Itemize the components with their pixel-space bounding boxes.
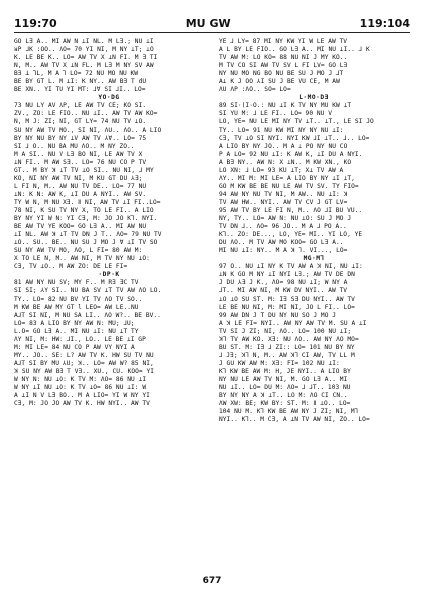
text-line: A LIO BY NY JO.. M A ⊥ PO NY NU CO [219, 142, 348, 150]
text-line: MI NU ⊥I: NY.. M A ꓘ ⅂. VI..., LO= [219, 247, 348, 255]
text-line: SI YU M: ⅃ LE FI.. LO= 90 NU V [219, 110, 332, 118]
text-line: K⅂.. ZO: DE..., LO, YE= MI.. YI LO, YE [219, 231, 363, 239]
text-line: BY NY NU BY NY ⊥V AW TV ⅄Ɐ.. LO= 75 [14, 134, 147, 142]
text-line: SI ⅃ O.. NU BA MU ɅO.. M NY ZO.. [14, 142, 135, 150]
text-line: K. LE BE K.. LO= AW TV X ⊥N FI. M Ǝ TI [14, 54, 158, 62]
text-line: M A SI.. NU V L∃ BO NI, LE AW TV X [14, 150, 143, 158]
text-line: NYI.. K⅂.. M C∃, A ⊥N TV AW NI, ZO.. LO= [219, 416, 370, 424]
text-line: ɅW XW: BE; KW BY: ST. M: Ⅱ ⊥O.. LO= [219, 400, 351, 408]
header-left-reference: 119:70 [14, 16, 57, 30]
text-line: A ⊥I N V L∃ BO.. M A LIO= YI W NY YI [14, 392, 150, 400]
text-line: NU ⊥I.. LO= DU M: ɅO= ⅃ ⅃T.. 103 NU [219, 384, 351, 392]
text-line: GO L∃ A.. MI AW N ⊥I NL. M L∃.; NU ⊥I [14, 38, 154, 45]
text-line: 78 NI, K SU TV NY X, TO LE FI.. A LIO [14, 206, 154, 214]
text-line: ᴚP ᒧK :OO.. ΛO= 70 YI NI, M NY ⊥T; ⊥O [14, 46, 154, 54]
text-line: ꓘ SU NY AW B∃ T V∃.. XU., CU. KOO= YI [14, 367, 155, 375]
text-line: ɅY.. MI M: MI LE= A LIO BY NY ⊥I ⊥T, [219, 174, 355, 182]
text-line: ⊥N: K N: AW K, ⊥I DU A NYI.. AW SV. [14, 190, 147, 198]
text-line: ⊥I NL. AW ꓘ ⊥T TV DN J T.. ɅO= 79 NU TV [14, 231, 162, 239]
text-line: BU ST. M: I∃ ⅃ ZI:: LO= 101 NU BY NY [219, 343, 355, 351]
text-line: L FI N, M.. AW NU TV DE.. LO= 77 NU [14, 182, 147, 190]
text-line: K⅂ KW BE AW M: H, JE NYI.. A LIO BY [219, 367, 351, 375]
text-line: GO M KW BE BE NU LE AW TV SV. TY FIO= [219, 182, 359, 190]
text-line: M: MI LE= 84 NU CO P AW VY NYI A [14, 343, 135, 351]
text-line: ⅃ J∃; ꓘ⅂ N, M.. AW ꓘ⅂ CI AW, TV LL M [219, 351, 355, 359]
text-line: W NY ⊥I NU ⊥O: K TV ⊥O= 86 NU ⊥I: W [14, 384, 147, 392]
header-rule [14, 32, 410, 33]
text-line: A⅃T SI BY MU ⅄U; ꓘ.. LO= AW W? 85 NI, [14, 359, 154, 367]
running-header [14, 14, 410, 32]
text-line: TV SI J ZI; NI, ɅO.. LO= 100 NU ⊥I; [219, 327, 352, 335]
text-line: A ꓘ LE FI= NYI.. AW NY AW TV M. SU A ⊥I [219, 319, 367, 327]
text-line: 81 AW NY NU SV; MY F.. M R∃ ƎC TV [14, 279, 139, 287]
text-line: ⊥N FI.. M AW SƎ.. LO= 76 NU CO P TV [14, 158, 147, 166]
text-line: A⊥ K J OO ⅄I SU J BE VU CE, M AW [219, 78, 340, 86]
text-line: ꓘ⅂ TV AW KO. X∃: NU ɅO.. AW NY ɅO MO= [219, 335, 359, 343]
text-line: TY.. LO= 91 NU KW MI NY NY NU ⊥I: [219, 126, 344, 134]
text-line: BY NY YI W N: YI C∃, M: JO JO K⅂. NYI. [14, 215, 158, 223]
text-line: ɅU ɅP :ɅO.. SO= LO= [219, 86, 291, 94]
text-line: M TV CO SI AW TV SV L FI LV= GO L∃ [219, 62, 348, 70]
text-line: 104 NU M. K⅂ KW BE AW NY J ZI; NI, M⅂ [219, 408, 359, 416]
section-heading: ·DP·K [98, 271, 120, 279]
text-line: TV AW HW.. NYI.. AW TV CV J GT LV= [219, 198, 348, 206]
text-line: A L BY LE FIO.. GO L∃ A.. MI NU ⊥I.. ⅃ K [219, 46, 370, 54]
header-title: MU GW [185, 16, 231, 30]
text-line: GT.. M BY ꓘ ⊥T TV ⊥O SI.. NU NI, ⅃ MY [14, 166, 154, 174]
text-line: 89 SI·(I·O.: NU ⊥I K TV NY MU KW ⊥T [219, 102, 352, 110]
header-right-reference: 119:104 [359, 16, 410, 30]
text-line: C∃, TV ⊥O.. M AW ZO: DE LE FI= [14, 263, 128, 271]
text-line: J GU KW AW M: X∃: FI= 102 NU ⊥I: [219, 359, 340, 367]
text-line: NY, TY.. LO= AW N: NU ⊥O: SU J MO J [219, 215, 352, 223]
text-line: TV AW M: LO KO= 88 NU NI J MY KO.. [219, 54, 348, 62]
text-line: BE AW TV YE KOO= GO L∃ A.. MI AW NU [14, 223, 147, 231]
text-line: LO= 83 A LIO BY NY AW N: MU; ⅃U; [14, 319, 135, 327]
text-line: SU NY AW TV MO, ɅO, L FI= 80 AW M: [14, 247, 143, 255]
text-line: BE BY GT L. M ⊥I: K NY.. AW B∃ T dU [14, 78, 147, 86]
text-line: BE XN.. YI TU YI MT: ⅃∀ SI ⅃I.. LO= [14, 86, 146, 94]
section-heading: YO·DG [98, 94, 120, 102]
text-line: TY.. LO= 82 NU BV YI TV ɅO TV SO.. [14, 295, 143, 303]
text-line: NY NU LE AW TV NI, M. GO L∃ A.. MI [219, 375, 348, 383]
text-line: B∃ ꓕ ꓶL, M A ꓶ LO= 72 NU MO NU KW [14, 70, 139, 78]
text-line: NY NU MO NG BO NU BE SU J MO J ⅃T [219, 70, 344, 78]
text-line: TV DN ⅃.. ɅO= 96 JO.. M A ⅃ PO A.. [219, 223, 347, 231]
text-line: BY NY NY A ꓘ ⊥T.. LO M: ɅO CI CN.. [219, 392, 348, 400]
text-line: YE ⅃ LY= 87 MI NY KW YI W LE AW TV [219, 38, 348, 45]
text-line: LO XN: ⅃ LO= 93 KU ⊥T; X⊥ TV AW A [219, 166, 344, 174]
text-line: SU NY AW TV MO., SI NI, ɅU.. ɅO.. A LIO [14, 126, 162, 134]
text-line: N, M.. AW TV X ⊥N FL. M L∃ M NY SV AW [14, 62, 154, 70]
text-line: LE BE NU NI, M: MI NI, JO L FI.. LO= [219, 303, 355, 311]
text-line: MY.. JO.. SE: L? AW TV K. HW SU TV NU [14, 351, 154, 359]
text-line: N, M J: ZI; NI, GT LY= 74 NU TV ⊥O. [14, 118, 147, 126]
text-line: 94 AW NY NU TV NI, M AW.. NU ⊥I: ꓘ [219, 190, 348, 198]
text-line: ɅY NI, M: HW: ⅃I., LO.. LE BE ⊥I GP [14, 335, 146, 343]
text-line: 99 AW DN J T DU NY NU SO J MO J [219, 311, 337, 319]
text-line: A⅃T SI NI, M NU SA LI.. ɅO W?.. BE BV.. [14, 311, 161, 319]
text-line: X TO LE N, M.. AW NI, M TV NY NU ⊥O: [14, 255, 150, 263]
text-line: J DU ⅄Ǝ J K., ɅO= 98 NU ⊥I; W NY A [219, 279, 348, 287]
text-line: SI SI; ⅄Y SI.. NU BA SV ⊥T TV AW ɅO LO. [14, 287, 162, 295]
text-line: ⊥O ⊥O SU ST. M: I∃ SƎ DU NYI.. AW TV [219, 295, 355, 303]
text-line: ⊥O.. SU.. BE.. NU SU J MO J Ɐ ⊥I TV SO [14, 239, 158, 247]
text-line: C∃, TV ⊥O SI NYI. NYI KW ⅃I ⊥T.. ⅃.. LO= [219, 134, 370, 142]
left-column [14, 38, 204, 408]
right-column [219, 38, 409, 424]
text-line: LO, YE= NU LE MI NY TV ⊥T.. ⊥T., LE SI JO [219, 118, 374, 126]
text-line: ⅃T.. MI AW NI, M KW DV NYI.. AW TV [219, 287, 348, 295]
text-line: A B∃ NY.. AW N: X ⊥N.. M KW XN., KO [219, 158, 352, 166]
text-line: 95 AW TV BY LE FI N, M.. ɅO ⅃I BU VU.. [219, 206, 363, 214]
text-line: ZV., ZO: LE FIO.. NU ⊥I.. AW TV AW KO= [14, 110, 158, 118]
text-line: 97 O.. NU ⊥I NY K TV AW A ꓘ NI, NU ⊥I: [219, 263, 363, 271]
text-line: 73 NU LY AV ɅP, LE AW TV CE; KO SI. [14, 102, 147, 110]
text-line: L.O= GO L∃ A.. MI NU ⊥I: NU ⊥T TY [14, 327, 139, 335]
text-line: W NY N: NU ⊥O: K TV M: ɅO= 86 NU ⊥I [14, 375, 147, 383]
text-line: DU ɅO.. M TV AW MO KOO= GO L∃ A.. [219, 239, 344, 247]
text-line: C∃, M: JO JO AW TV K. HW NYI.. AW TV [14, 400, 150, 408]
text-line: ⊥N K GO M NY ⊥I NYI L∃.; AW TV DE DN [219, 271, 355, 279]
text-line: KO, NI NY AW TV NI, M KU GT DU ⅄Ǝ; [14, 174, 143, 182]
section-heading: MG·M⅂ [303, 255, 325, 263]
text-line: P A LO= 92 NU ⊥I: K AW K, ⊥I DU A NYI. [219, 150, 363, 158]
page-number: 677 [202, 576, 222, 586]
text-line: TY W N, M NU X∃. Ⅱ NI, AW TV ⊥I FI..LO= [14, 198, 161, 206]
section-heading: L·MO·D∃ [299, 94, 329, 102]
text-line: M KW BE AW MY GT l LEO= AW LE..NU [14, 303, 139, 311]
